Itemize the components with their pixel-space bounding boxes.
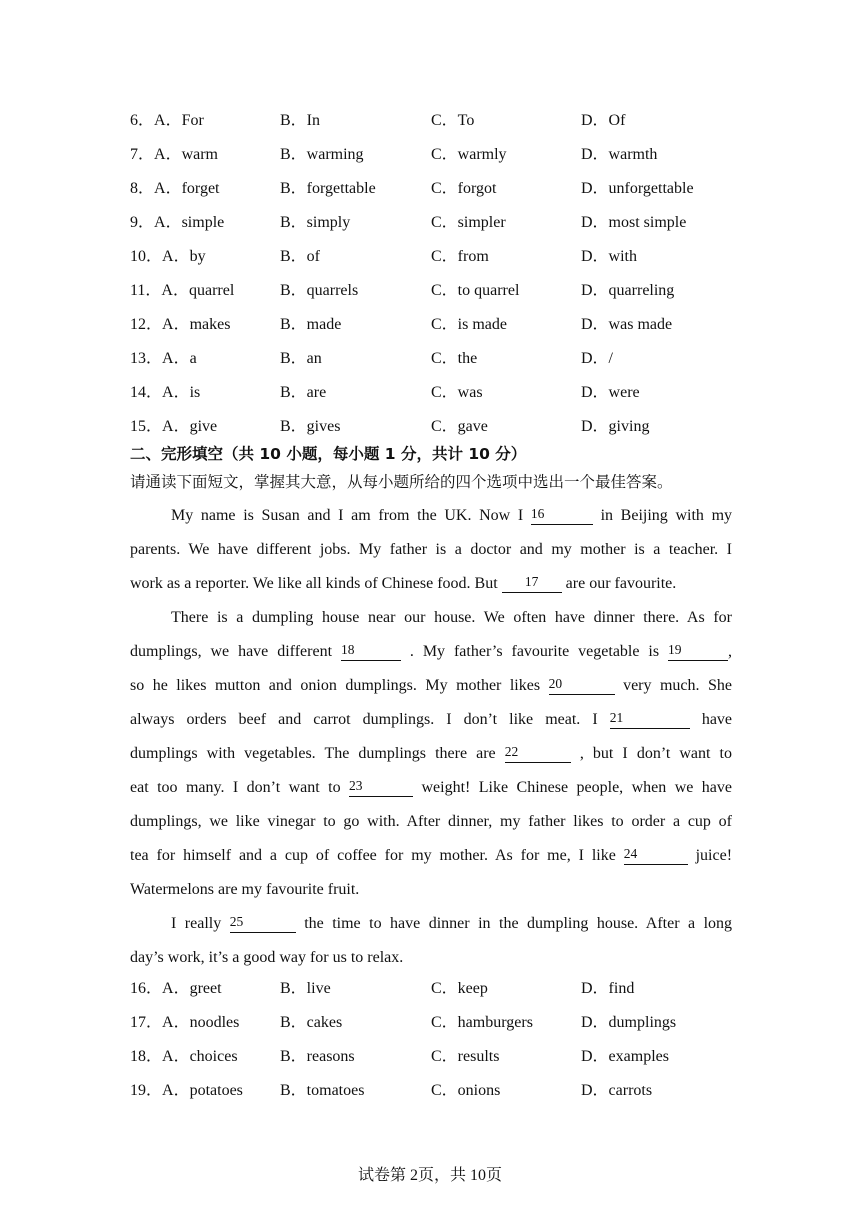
passage-line-7: always orders beef and carrot dumplings. I don’t like meat. I 21 have — [130, 710, 732, 728]
option-d: D．quarreling — [581, 282, 675, 299]
option-d: D．unforgettable — [581, 180, 694, 197]
option-c: C．gave — [431, 418, 488, 435]
option-c: C．is made — [431, 316, 507, 333]
question-number: 17．A．noodles — [130, 1014, 240, 1031]
question-number: 16．A．greet — [130, 980, 222, 997]
question-number: 15．A．give — [130, 418, 218, 435]
section-heading: 二、完形填空（共 10 小题，每小题 1 分，共计 10 分） — [130, 445, 527, 463]
passage-line-14: day’s work, it’s a good way for us to relax. — [130, 949, 404, 966]
question-row-15 — [0, 410, 860, 444]
question-row-11 — [0, 274, 860, 308]
option-b: B．made — [280, 316, 342, 333]
blank-16: 16 — [531, 505, 593, 525]
blank-23: 23 — [349, 777, 413, 797]
question-row-12 — [0, 308, 860, 342]
option-a: A．forget — [154, 180, 220, 197]
passage-line-13: I really 25 the time to have dinner in the dumpling house. After a long — [171, 914, 732, 932]
question-row-10 — [0, 240, 860, 274]
passage-line-2: parents. We have different jobs. My father is a doctor and my mother is a teacher. I — [130, 541, 732, 558]
option-b: B．warming — [280, 146, 364, 163]
option-b: B．are — [280, 384, 327, 401]
passage-line-11: tea for himself and a cup of coffee for my mother. As for me, I like 24 juice! — [130, 846, 732, 864]
passage-line-1: My name is Susan and I am from the UK. Now I 16 in Beijing with my — [171, 506, 732, 524]
blank-19: 19 — [668, 641, 728, 661]
question-number: 6．A．For — [130, 112, 204, 129]
passage-line-10: dumplings, we like vinegar to go with. After dinner, my father likes to order a cup of — [130, 813, 732, 830]
option-a: A．For — [154, 112, 204, 129]
passage-line-5: dumplings, we have different 18 . My father’s favourite vegetable is 19 , — [130, 642, 732, 660]
page-footer: 试卷第 2页，共 10页 — [357, 1167, 502, 1184]
option-b: B．live — [280, 980, 331, 997]
option-d: D．giving — [581, 418, 650, 435]
passage-line-4: There is a dumpling house near our house. We often have dinner there. As for — [171, 609, 732, 626]
option-a: A．quarrel — [161, 282, 235, 299]
question-number: 11．A．quarrel — [130, 282, 235, 299]
option-c: C．to quarrel — [431, 282, 520, 299]
option-c: C．the — [431, 350, 478, 367]
option-d: D．were — [581, 384, 640, 401]
question-number: 12．A．makes — [130, 316, 231, 333]
option-d: D．dumplings — [581, 1014, 677, 1031]
option-d: D．warmth — [581, 146, 658, 163]
blank-20: 20 — [549, 675, 615, 695]
option-c: C．warmly — [431, 146, 507, 163]
question-row-8 — [0, 172, 860, 206]
option-c: C．hamburgers — [431, 1014, 533, 1031]
option-c: C．from — [431, 248, 489, 265]
option-c: C．To — [431, 112, 475, 129]
option-a: A．choices — [162, 1048, 238, 1065]
question-number: 14．A．is — [130, 384, 201, 401]
option-b: B．reasons — [280, 1048, 355, 1065]
option-b: B．of — [280, 248, 321, 265]
option-b: B．In — [280, 112, 321, 129]
option-c: C．onions — [431, 1082, 501, 1099]
passage-line-8: dumplings with vegetables. The dumplings there are 22 , but I don’t want to — [130, 744, 732, 762]
blank-25: 25 — [230, 913, 296, 933]
option-d: D．carrots — [581, 1082, 653, 1099]
question-row-16 — [0, 972, 860, 1006]
section-instruction: 请通读下面短文，掌握其大意，从每小题所给的四个选项中选出一个最佳答案。 — [130, 473, 673, 491]
passage-line-6: so he likes mutton and onion dumplings. My mother likes 20 very much. She — [130, 676, 732, 694]
question-number: 10．A．by — [130, 248, 206, 265]
question-row-18 — [0, 1040, 860, 1074]
option-c: C．simpler — [431, 214, 506, 231]
option-d: D．with — [581, 248, 638, 265]
passage-line-9: eat too many. I don’t want to 23 weight! Like Chinese people, when we have — [130, 778, 732, 796]
question-row-13 — [0, 342, 860, 376]
question-row-6 — [0, 104, 860, 138]
option-a: A．a — [162, 350, 197, 367]
option-d: D．was made — [581, 316, 673, 333]
blank-21: 21 — [610, 709, 690, 729]
option-b: B．forgettable — [280, 180, 376, 197]
question-row-19 — [0, 1074, 860, 1108]
option-c: C．results — [431, 1048, 500, 1065]
option-b: B．tomatoes — [280, 1082, 365, 1099]
option-c: C．keep — [431, 980, 488, 997]
option-a: A．is — [162, 384, 201, 401]
option-a: A．noodles — [162, 1014, 240, 1031]
option-a: A．warm — [154, 146, 219, 163]
blank-22: 22 — [505, 743, 571, 763]
option-d: D．Of — [581, 112, 626, 129]
option-b: B．simply — [280, 214, 351, 231]
blank-24: 24 — [624, 845, 688, 865]
option-d: D．find — [581, 980, 635, 997]
option-a: A．simple — [154, 214, 225, 231]
blank-18: 18 — [341, 641, 401, 661]
option-a: A．give — [162, 418, 218, 435]
question-row-14 — [0, 376, 860, 410]
question-number: 8．A．forget — [130, 180, 220, 197]
question-row-9 — [0, 206, 860, 240]
option-a: A．greet — [162, 980, 222, 997]
question-number: 18．A．choices — [130, 1048, 238, 1065]
passage-line-3: work as a reporter. We like all kinds of Chinese food. But 17 are our favourite. — [130, 574, 677, 592]
option-b: B．gives — [280, 418, 341, 435]
option-d: D．most simple — [581, 214, 687, 231]
question-number: 7．A．warm — [130, 146, 219, 163]
option-b: B．an — [280, 350, 322, 367]
question-number: 9．A．simple — [130, 214, 225, 231]
option-d: D．/ — [581, 350, 614, 367]
question-row-7 — [0, 138, 860, 172]
option-c: C．was — [431, 384, 483, 401]
passage-line-12: Watermelons are my favourite fruit. — [130, 881, 360, 898]
option-c: C．forgot — [431, 180, 497, 197]
option-a: A．by — [162, 248, 206, 265]
question-row-17 — [0, 1006, 860, 1040]
option-a: A．potatoes — [162, 1082, 243, 1099]
question-number: 13．A．a — [130, 350, 197, 367]
option-d: D．examples — [581, 1048, 669, 1065]
blank-17: 17 — [502, 573, 562, 593]
option-a: A．makes — [162, 316, 231, 333]
option-b: B．cakes — [280, 1014, 343, 1031]
option-b: B．quarrels — [280, 282, 359, 299]
question-number: 19．A．potatoes — [130, 1082, 243, 1099]
